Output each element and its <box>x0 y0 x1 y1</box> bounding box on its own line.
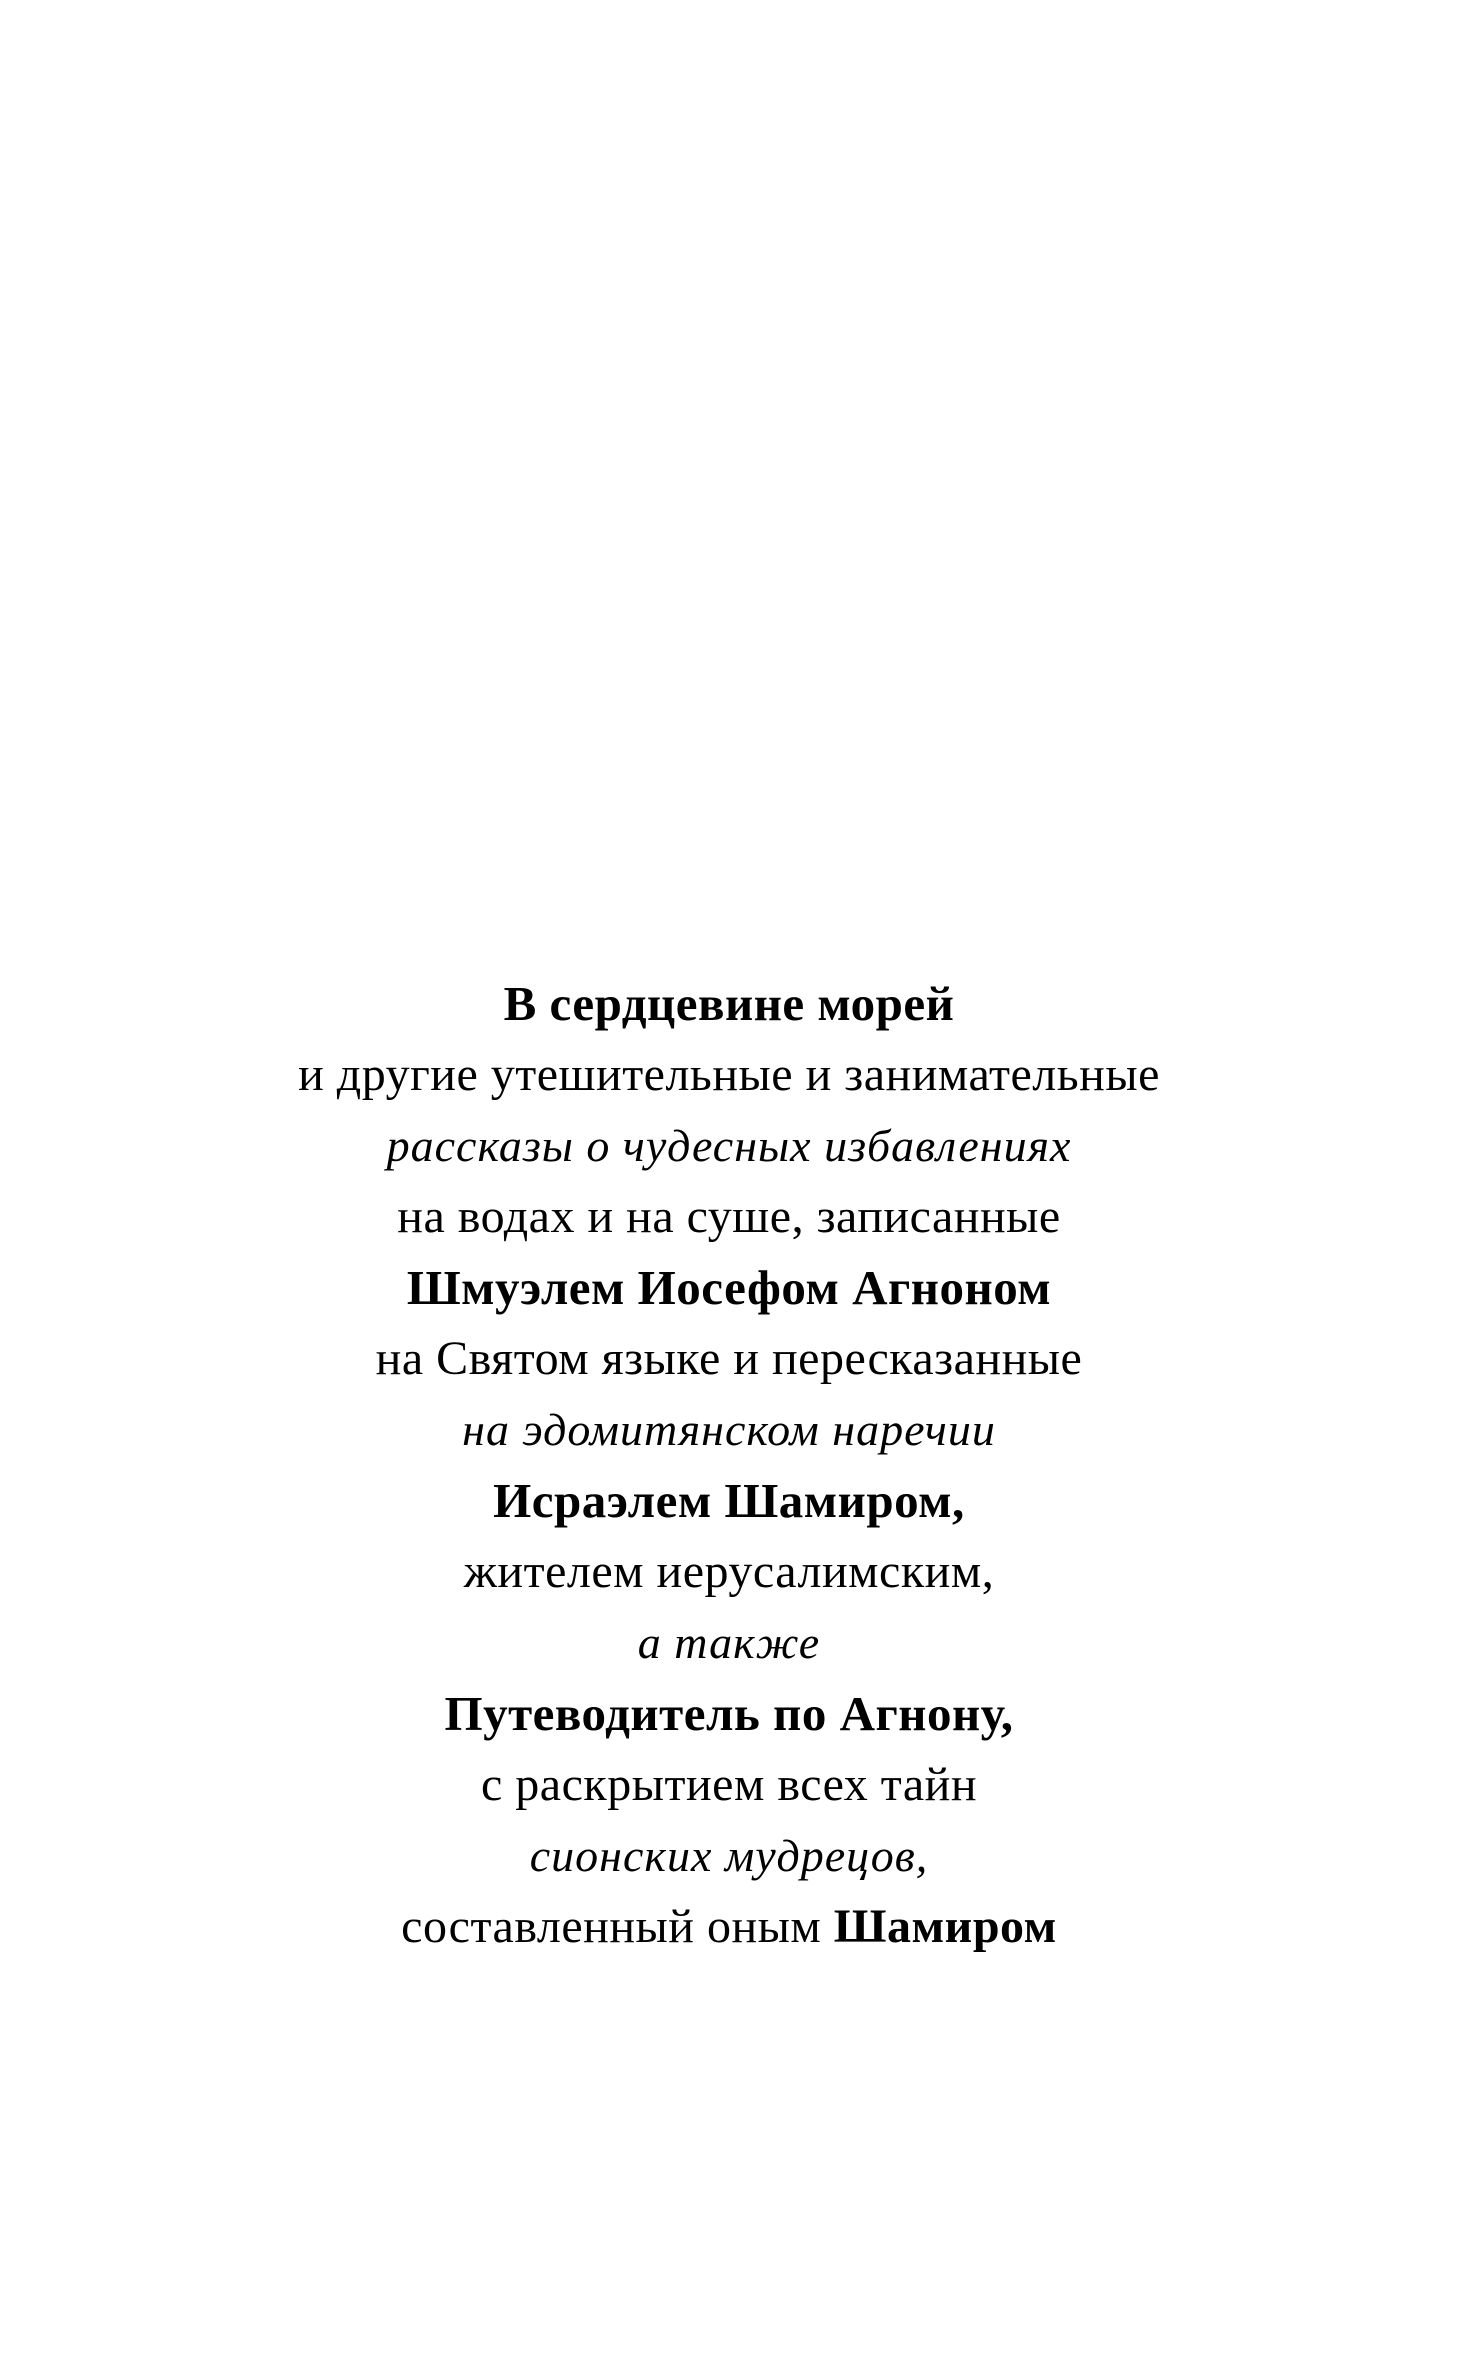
guide-title: Путеводитель по Агнону, <box>444 1686 1014 1741</box>
subtitle-line-3: на водах и на суше, записанные <box>397 1190 1061 1243</box>
subtitle-line-6: на эдомитянском наречии <box>462 1404 996 1455</box>
author-name: Шмуэлем Иосефом Агноном <box>406 1260 1052 1315</box>
subtitle-line-2: рассказы о чудесных избавлениях <box>386 1120 1072 1171</box>
subtitle-line-8: жителем иерусалимским, <box>463 1545 995 1598</box>
title-block <box>0 968 1458 1962</box>
compiled-by-text: составленный оным <box>401 1900 822 1953</box>
compiler-name: Шамиром <box>833 1900 1057 1953</box>
translator-name: Исраэлем Шамиром, <box>493 1473 965 1528</box>
book-title: В сердцевине морей <box>503 976 955 1031</box>
subtitle-line-11: с раскрытием всех тайн <box>480 1758 977 1811</box>
subtitle-line-12: сионских мудрецов, <box>529 1830 929 1881</box>
subtitle-line-5: на Святом языке и пересказанные <box>375 1332 1083 1385</box>
subtitle-line-9: а также <box>637 1617 821 1668</box>
subtitle-line-13 <box>0 1891 1458 1962</box>
subtitle-line-1: и другие утешительные и занимательные <box>298 1048 1160 1101</box>
